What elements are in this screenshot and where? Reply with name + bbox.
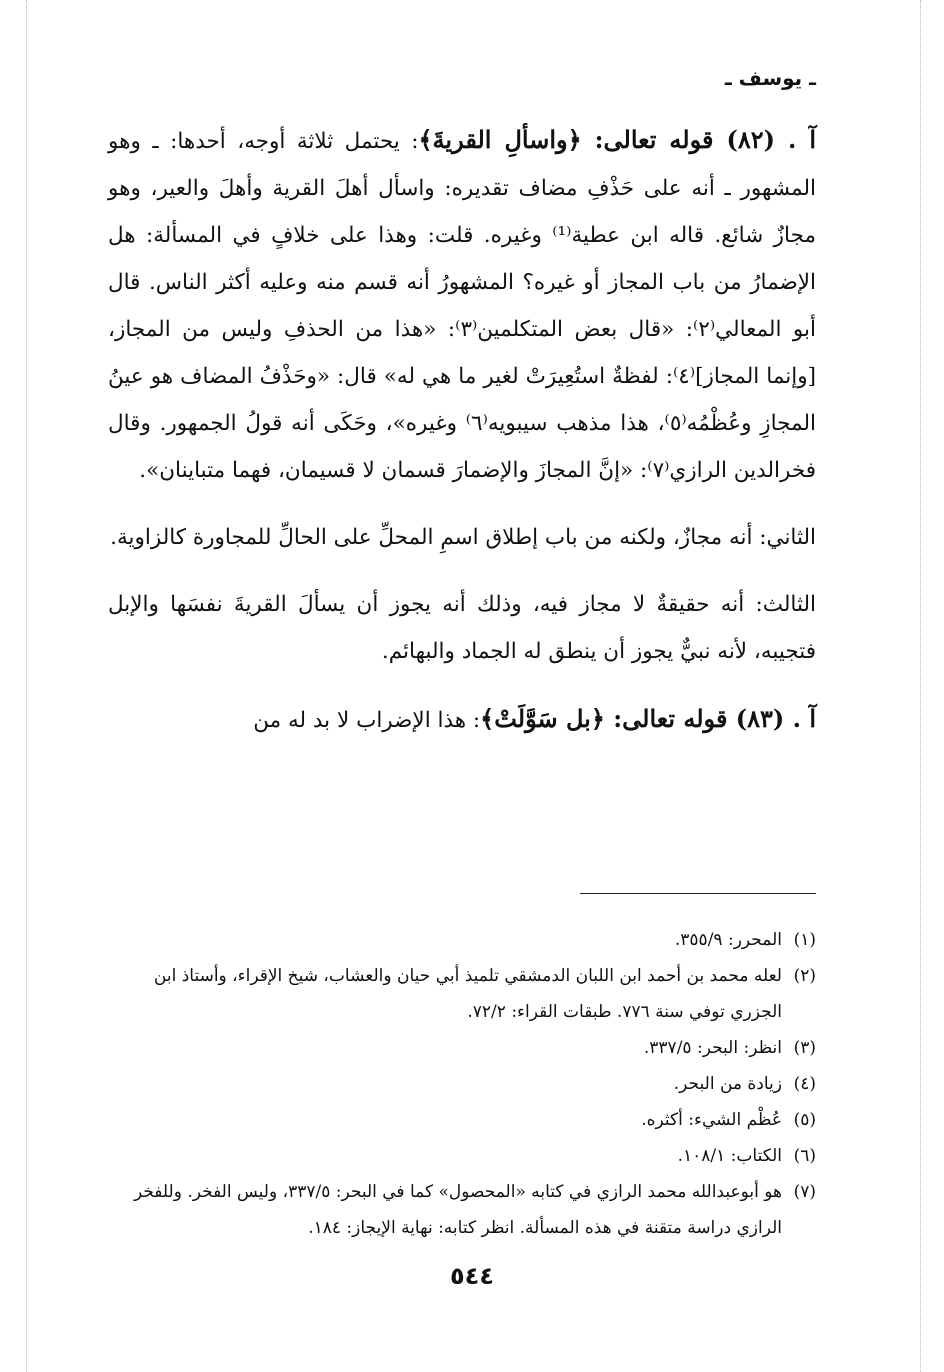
main-text xyxy=(108,116,816,744)
footnote-text: هو أبوعبدالله محمد الرازي في كتابه «المحصول» كما في البحر: ٣٣٧/٥، وليس الفخر. وللفخر الرازي دراسة متقنة في هذه المسألة. انظر كتابه: نهاية الإيجاز: ١٨٤. xyxy=(133,1182,782,1238)
scan-edge-left xyxy=(26,0,27,1372)
footnote-text: المحرر: ٣٥٥/٩. xyxy=(674,930,782,950)
footnote-text: لعله محمد بن أحمد ابن اللبان الدمشقي تلميذ أبي حيان والعشاب، شيخ الإقراء، وأستاذ ابن الجزري توفي سنة ٧٧٦. طبقات القراء: ٧٢/٢. xyxy=(153,966,782,1022)
footnote-5 xyxy=(108,1102,816,1138)
footnote-number: (١) xyxy=(793,930,816,950)
footnote-number: (٤) xyxy=(793,1074,816,1094)
quranic-quote: ﴿بل سَوَّلَتْ﴾ xyxy=(480,704,605,733)
verse-lead: آ . (٨٣) قوله تعالى: xyxy=(604,704,816,733)
footnote-number: (٣) xyxy=(793,1038,816,1058)
verse-lead: آ . (٨٢) قوله تعالى: xyxy=(581,125,817,154)
paragraph-text: الثالث: أنه حقيقةٌ لا مجاز فيه، وذلك أنه يجوز أن يسألَ القريةَ نفسَها والإبل فتجيبه، لأنه نبيٌّ يجوز أن ينطق له الجماد والبهائم. xyxy=(108,592,816,664)
footnote-text: انظر: البحر: ٣٣٧/٥. xyxy=(643,1038,782,1058)
footnote-7 xyxy=(108,1174,816,1246)
footnote-6 xyxy=(108,1138,816,1174)
paragraph-third-view xyxy=(108,581,816,675)
scan-edge-right xyxy=(920,0,921,1372)
footnote-1 xyxy=(108,922,816,958)
paragraph-second-view xyxy=(108,514,816,561)
quranic-quote: ﴿واسألِ القريةَ﴾ xyxy=(418,125,582,154)
footnote-number: (٢) xyxy=(793,966,816,986)
footnote-2 xyxy=(108,958,816,1030)
footnote-number: (٦) xyxy=(793,1146,816,1166)
footnote-text: الكتاب: ١٠٨/١. xyxy=(677,1146,782,1166)
footnote-4 xyxy=(108,1066,816,1102)
footnote-text: عُظْم الشيء: أكثره. xyxy=(641,1110,782,1130)
paragraph-text: : هذا الإضراب لا بد له من xyxy=(253,708,481,733)
footnotes xyxy=(108,922,816,1246)
footnote-number: (٧) xyxy=(793,1182,816,1202)
paragraph-verse-83 xyxy=(108,695,816,744)
page-number: ٥٤٤ xyxy=(450,1262,494,1290)
footnote-number: (٥) xyxy=(793,1110,816,1130)
paragraph-verse-82 xyxy=(108,116,816,494)
footnote-separator xyxy=(580,893,816,894)
running-header: ـ يوسف ـ xyxy=(724,66,816,90)
paragraph-text: : يحتمل ثلاثة أوجه، أحدها: ـ وهو المشهور ـ أنه على حَذْفِ مضاف تقديره: واسأل أهلَ القرية وأهلَ والعير، وهو مجازٌ شائع. قاله ابن عطية⁽¹⁾ وغيره. قلت: وهذا على خلافٍ في المسألة: هل الإضمارُ من باب المجاز أو غيره؟ المشهورُ أنه قسم منه وعليه أكثر الناس. قال أبو المعالي⁽٢⁾: «قال بعض المتكلمين⁽٣⁾: «هذا من الحذفِ وليس من المجاز، [وإنما المجاز]⁽٤⁾: لفظةٌ استُعِيرَتْ لغير ما هي له» قال: «وحَذْفُ المضاف هو عينُ المجازِ وعُظْمُه⁽٥⁾، هذا مذهب سيبويه⁽٦⁾ وغيره»، وحَكَى أنه قولُ الجمهور. وقال فخرالدين الرازي⁽٧⁾: «إنَّ المجازَ والإضمارَ قسمان لا قسيمان، فهما متباينان». xyxy=(108,129,817,483)
footnote-text: زيادة من البحر. xyxy=(673,1074,782,1094)
paragraph-text: الثاني: أنه مجازٌ، ولكنه من باب إطلاق اسمِ المحلِّ على الحالِّ للمجاورة كالزاوية. xyxy=(110,525,816,550)
footnote-3 xyxy=(108,1030,816,1066)
